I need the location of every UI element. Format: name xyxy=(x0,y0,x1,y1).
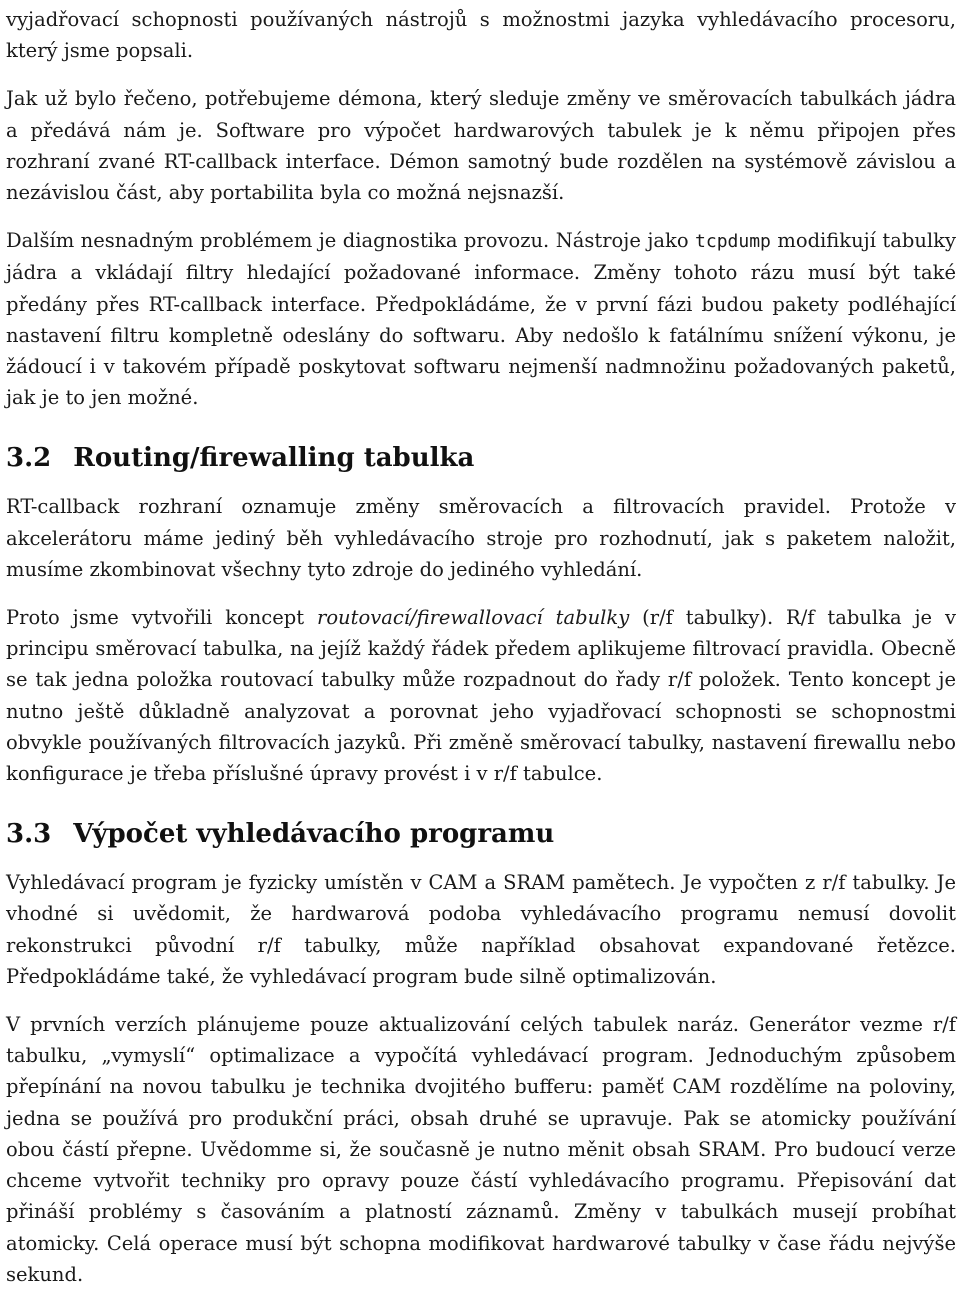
rf-table-term: routovací/firewallovací tabulky xyxy=(317,606,630,630)
section-heading-3-2 xyxy=(6,441,956,475)
section-number: 3.2 xyxy=(6,443,52,474)
paragraph-rf-table-text-2: (r/f tabulky). R/f tabulka je v principu směrovací tabulka, na jejíž každý řádek předem aplikujeme filtrovací pravidla. Obecně se tak jedna položka routovací tabulky může rozpadnout do řady r/f položek. Tento koncept je nutno ještě důkladně analyzovat a porovnat jeho vyjadřovací schopnosti se schopnostmi obvykle používaných filtrovacích jazyků. Při změně směrovací tabulky, nastavení firewallu nebo konfigurace je třeba příslušné úpravy provést i v r/f tabulce. xyxy=(6,606,956,786)
section-number: 3.3 xyxy=(6,819,52,850)
paragraph-diagnostics xyxy=(6,225,956,413)
section-title: Výpočet vyhledávacího programu xyxy=(73,819,555,850)
paragraph-diagnostics-text-1: Dalším nesnadným problémem je diagnostika provozu. Nástroje jako xyxy=(6,229,696,253)
section-title: Routing/firewalling tabulka xyxy=(73,443,475,474)
paragraph-search-program: Vyhledávací program je fyzicky umístěn v CAM a SRAM pamětech. Je vypočten z r/f tabulky. Je vhodné si uvědomit, že hardwarová podoba vyhledávacího programu nemusí dovolit rekonstrukci původní r/f tabulky, může například obsahovat expandované řetězce. Předpokládáme také, že vyhledávací program bude silně optimalizován. xyxy=(6,871,956,988)
tcpdump-code: tcpdump xyxy=(695,231,771,253)
document-page xyxy=(6,4,956,1307)
paragraph-first-versions: V prvních verzích plánujeme pouze aktualizování celých tabulek naráz. Generátor vezme r/f tabulku, „vymyslí“ optimalizace a vypočítá vyhledávací program. Jednoduchým způsobem přepínání na novou tabulku je technika dvojitého bufferu: paměť CAM rozdělíme na poloviny, jedna se používá pro produkční práci, obsah druhé se upravuje. Pak se atomicky používání obou částí přepne. Uvědomme si, že současně je nutno měnit obsah SRAM. Pro budoucí verze chceme vytvořit techniky pro opravy pouze částí vyhledávacího programu. Přepisování dat přináší problémy s časováním a platností záznamů. Změny v tabulkách musejí probíhat atomicky. Celá operace musí být schopna modifikovat hardwarové tabulky v čase řádu nejvýše sekund. xyxy=(6,1013,956,1286)
paragraph-diagnostics-text-2: modifikují tabulky jádra a vkládají filtry hledající požadované informace. Změny tohoto rázu musí být také předány přes RT-callback interface. Předpokládáme, že v první fázi budou pakety podléhající nastavení filtru kompletně odeslány do softwaru. Aby nedošlo k fatálnímu snížení výkonu, je žádoucí i v takovém případě poskytovat softwaru nejmenší nadmnožinu požadovaných paketů, jak je to jen možné. xyxy=(6,229,956,410)
paragraph-rt-callback: RT-callback rozhraní oznamuje změny směrovacích a filtrovacích pravidel. Protože v akcelerátoru máme jediný běh vyhledávacího stroje pro rozhodnutí, jak s paketem naložit, musíme zkombinovat všechny tyto zdroje do jediného vyhledání. xyxy=(6,495,956,581)
paragraph-continuation: vyjadřovací schopnosti používaných nástrojů s možnostmi jazyka vyhledávacího procesoru, který jsme popsali. xyxy=(6,8,956,63)
paragraph-rf-table xyxy=(6,602,956,789)
paragraph-rf-table-text-1: Proto jsme vytvořili koncept xyxy=(6,606,317,630)
paragraph-daemon: Jak už bylo řečeno, potřebujeme démona, který sleduje změny ve směrovacích tabulkách jádra a předává nám je. Software pro výpočet hardwarových tabulek je k němu připojen přes rozhraní zvané RT-callback interface. Démon samotný bude rozdělen na systémově závislou a nezávislou část, aby portabilita byla co možná nejsnazší. xyxy=(6,87,956,205)
section-heading-3-3 xyxy=(6,817,956,851)
